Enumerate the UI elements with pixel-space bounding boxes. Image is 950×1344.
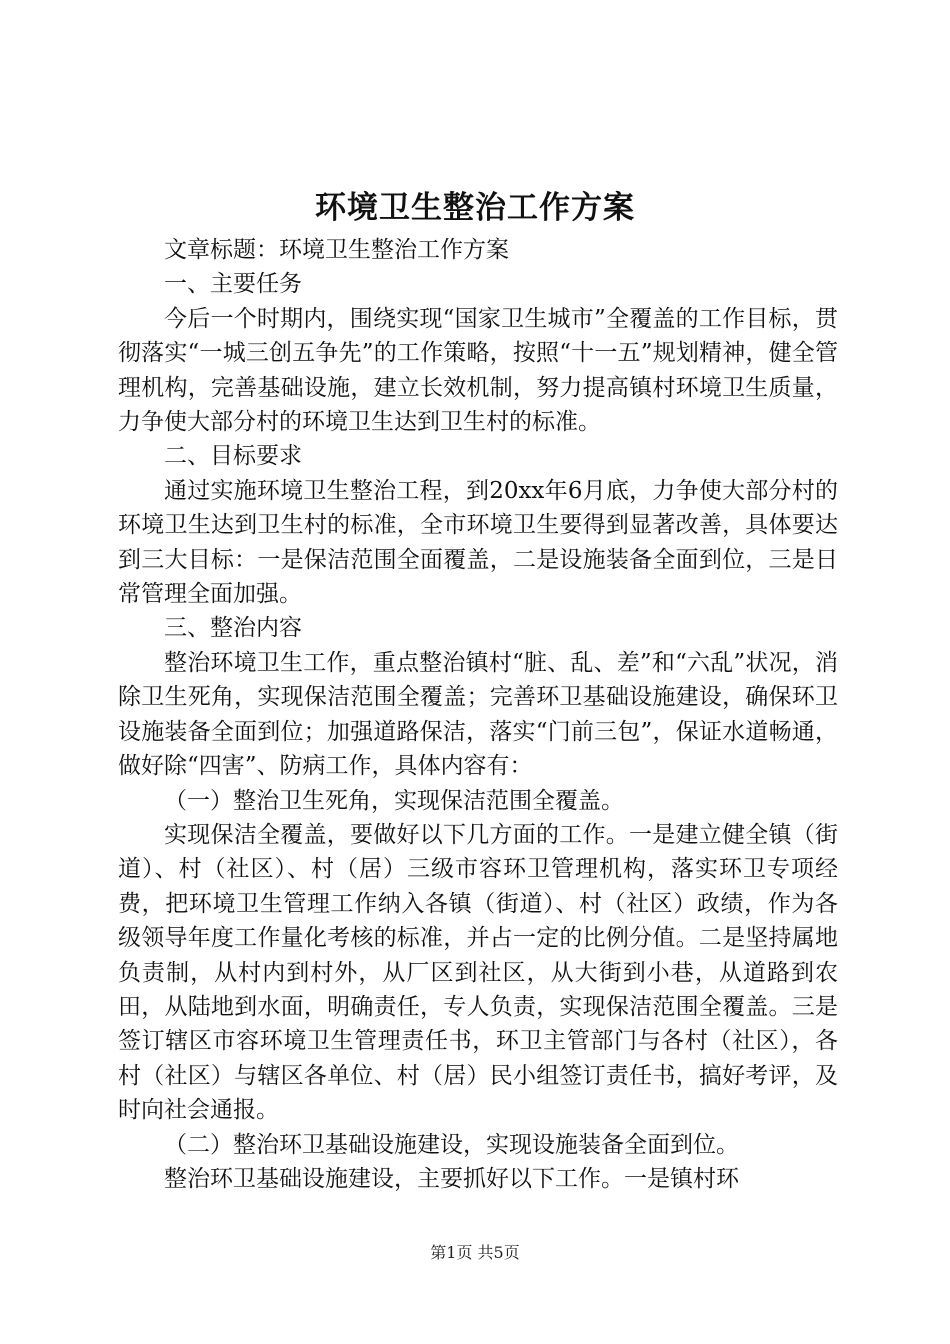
document-body [118, 233, 838, 1196]
section-heading-2: 二、目标要求 [164, 443, 302, 470]
paragraph-infrastructure: 整治环卫基础设施建设，主要抓好以下工作。一是镇村环 [164, 1165, 739, 1192]
paragraph-main-tasks: 今后一个时期内，围绕实现“国家卫生城市”全覆盖的工作目标，贯彻落实“一城三创五争先”的工作策略，按照“十一五”规划精神，健全管理机构，完善基础设施，建立长效机制，努力提高镇村环境卫生质量，力争使大部分村的环境卫生达到卫生村的标准。 [118, 305, 838, 436]
section-heading-1: 一、主要任务 [164, 271, 302, 298]
section-heading-3: 三、整治内容 [164, 615, 302, 642]
paragraph-coverage: 实现保洁全覆盖，要做好以下几方面的工作。一是建立健全镇（街道）、村（社区）、村（居）三级市容环卫管理机构，落实环卫专项经费，把环境卫生管理工作纳入各镇（街道）、村（社区）政绩，作为各级领导年度工作量化考核的标准，并占一定的比例分值。二是坚持属地负责制，从村内到村外，从厂区到社区，从大街到小巷，从道路到农田，从陆地到水面，明确责任，专人负责，实现保洁范围全覆盖。三是签订辖区市容环境卫生管理责任书，环卫主管部门与各村（社区），各村（社区）与辖区各单位、村（居）民小组签订责任书，搞好考评，及时向社会通报。 [118, 821, 838, 1124]
paragraph-goals: 通过实施环境卫生整治工程，到20xx年6月底，力争使大部分村的环境卫生达到卫生村的标准，全市环境卫生要得到显著改善，具体要达到三大目标：一是保洁范围全面覆盖，二是设施装备全面到位，三是日常管理全面加强。 [118, 477, 838, 608]
article-title-line: 文章标题：环境卫生整治工作方案 [164, 237, 509, 263]
subsection-heading-2: （二）整治环卫基础设施建设，实现设施装备全面到位。 [164, 1131, 739, 1158]
page-footer: 第1页 共5页 [430, 1243, 520, 1262]
subsection-heading-1: （一）整治卫生死角，实现保洁范围全覆盖。 [164, 787, 624, 814]
document-title: 环境卫生整治工作方案 [315, 190, 635, 226]
paragraph-content: 整治环境卫生工作，重点整治镇村“脏、乱、差”和“六乱”状况，消除卫生死角，实现保洁范围全覆盖；完善环卫基础设施建设，确保环卫设施装备全面到位；加强道路保洁，落实“门前三包”，保证水道畅通，做好除“四害”、防病工作，具体内容有： [118, 649, 838, 780]
